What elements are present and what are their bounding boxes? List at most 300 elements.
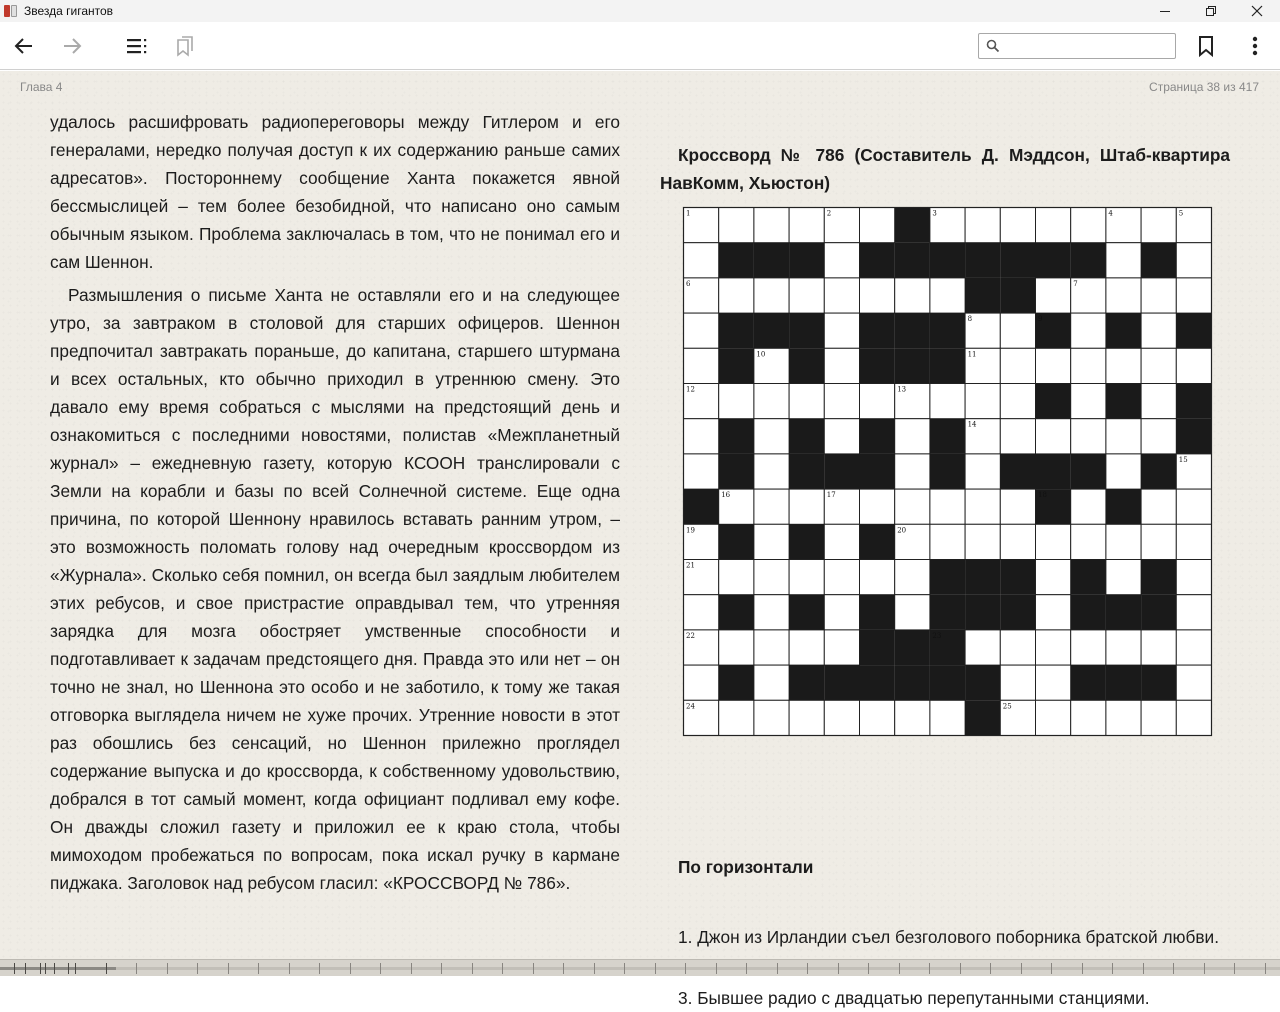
crossword-clue-number: 2: [826, 209, 832, 218]
crossword-cell: [684, 595, 719, 630]
crossword-cell: [1036, 278, 1071, 313]
progress-tick: [1234, 963, 1235, 974]
crossword-cell: [965, 489, 1000, 524]
search-field[interactable]: [978, 33, 1176, 59]
close-button[interactable]: [1234, 0, 1280, 22]
crossword-cell: [1141, 630, 1176, 665]
crossword-cell: [895, 454, 930, 489]
crossword-cell: [1106, 243, 1141, 278]
crossword-block: [1071, 665, 1106, 700]
progress-tick: [929, 963, 930, 974]
crossword-cell: [754, 560, 789, 595]
crossword-block: [860, 595, 895, 630]
crossword-cell: [789, 630, 824, 665]
crossword-block: [1141, 665, 1176, 700]
progress-tick: [75, 963, 76, 974]
crossword-cell: [1071, 313, 1106, 348]
arrow-left-icon: [14, 36, 34, 56]
clue-across-1: 1. Джон из Ирландии съел безголового поборника братской любви.: [678, 927, 1220, 947]
crossword-cell: [754, 595, 789, 630]
arrow-right-icon: [62, 36, 82, 56]
chapter-label: Глава 4: [20, 80, 63, 94]
crossword-clue-number: 20: [897, 526, 907, 535]
progress-tick: [1082, 963, 1083, 974]
crossword-cell: [1000, 419, 1035, 454]
bookmarks-list-icon: [174, 35, 196, 57]
crossword-block: [1000, 595, 1035, 630]
crossword-cell: [1071, 348, 1106, 383]
crossword-block: [860, 665, 895, 700]
clue-across-3: 3. Бывшее радио с двадцатью перепутанными станциями.: [678, 988, 1150, 1008]
crossword-cell: [1141, 489, 1176, 524]
crossword-block: [930, 313, 965, 348]
window-title: Звезда гигантов: [24, 4, 114, 18]
progress-tick: [746, 963, 747, 974]
crossword-cell: [930, 700, 965, 735]
crossword-cell: [1176, 489, 1211, 524]
crossword-cell: [1106, 524, 1141, 559]
crossword-cell: [1141, 524, 1176, 559]
crossword-cell: [824, 524, 859, 559]
crossword-cell: [1071, 384, 1106, 419]
crossword-cell: [754, 454, 789, 489]
progress-tick: [1204, 963, 1205, 974]
crossword-clue-number: 15: [1178, 455, 1188, 464]
crossword-block: [1000, 560, 1035, 595]
crossword-clue-number: 9: [1038, 315, 1043, 324]
crossword-block: [930, 348, 965, 383]
crossword-cell: [1106, 700, 1141, 735]
crossword-cell: [1176, 278, 1211, 313]
crossword-block: [1106, 384, 1141, 419]
right-page: [660, 141, 1230, 1008]
more-vertical-icon: [1252, 36, 1258, 56]
crossword-cell: [1106, 278, 1141, 313]
crossword-cell: [719, 630, 754, 665]
crossword-block: [930, 665, 965, 700]
crossword-block: [860, 348, 895, 383]
crossword-clue-number: 11: [967, 350, 977, 359]
crossword-cell: [1176, 630, 1211, 665]
progress-tick: [868, 963, 869, 974]
crossword-cell: [1141, 700, 1176, 735]
crossword-block: [1141, 595, 1176, 630]
crossword-cell: [895, 700, 930, 735]
crossword-cell: [1071, 700, 1106, 735]
crossword-cell: [1106, 454, 1141, 489]
contents-button[interactable]: [125, 34, 149, 58]
crossword-block: [1106, 665, 1141, 700]
crossword-block: [1036, 384, 1071, 419]
crossword-cell: [754, 208, 789, 243]
crossword-cell: [860, 384, 895, 419]
crossword-cell: [824, 278, 859, 313]
crossword-block: [1000, 278, 1035, 313]
window-title-bar: [0, 0, 1280, 22]
crossword-clue-number: 13: [897, 385, 907, 394]
crossword-clue-number: 19: [686, 526, 695, 535]
crossword-clue-number: 14: [967, 420, 977, 429]
crossword-cell: [789, 208, 824, 243]
crossword-cell: [1176, 348, 1211, 383]
across-heading: По горизонтали: [678, 857, 814, 877]
crossword-block: [965, 278, 1000, 313]
crossword-block: [965, 700, 1000, 735]
crossword-cell: [1176, 524, 1211, 559]
crossword-cell: [1036, 630, 1071, 665]
crossword-block: [1036, 243, 1071, 278]
crossword-clue-number: 6: [686, 279, 691, 288]
crossword-block: [1176, 313, 1211, 348]
progress-tick: [258, 963, 259, 974]
crossword-cell: [789, 700, 824, 735]
crossword-block: [860, 630, 895, 665]
bookmark-icon: [1196, 35, 1216, 57]
crossword-cell: [1141, 419, 1176, 454]
crossword-block: [965, 665, 1000, 700]
crossword-block: [789, 595, 824, 630]
crossword-block: [895, 313, 930, 348]
crossword-cell: [930, 278, 965, 313]
crossword-cell: [860, 489, 895, 524]
crossword-block: [1141, 560, 1176, 595]
search-icon: [986, 39, 1000, 53]
crossword-cell: [719, 384, 754, 419]
crossword-block: [719, 595, 754, 630]
crossword-block: [930, 419, 965, 454]
crossword-block: [824, 454, 859, 489]
crossword-block: [965, 560, 1000, 595]
crossword-block: [860, 524, 895, 559]
crossword-block: [860, 419, 895, 454]
crossword-cell: [1071, 630, 1106, 665]
crossword-cell: [1106, 560, 1141, 595]
progress-tick: [14, 963, 15, 974]
crossword-clue-number: 10: [756, 350, 766, 359]
crossword-cell: [930, 384, 965, 419]
crossword-clue-number: 4: [1108, 209, 1113, 218]
crossword-cell: [824, 419, 859, 454]
forward-button[interactable]: [60, 34, 84, 58]
crossword-cell: [1000, 313, 1035, 348]
progress-tick: [533, 963, 534, 974]
crossword-block: [719, 419, 754, 454]
crossword-cell: [895, 489, 930, 524]
crossword-cell: [1176, 665, 1211, 700]
crossword-clue-number: 25: [1002, 702, 1012, 711]
crossword-block: [754, 243, 789, 278]
crossword-block: [895, 208, 930, 243]
crossword-cell: [684, 665, 719, 700]
crossword-cell: [824, 348, 859, 383]
crossword-cell: [1000, 630, 1035, 665]
crossword-block: [895, 243, 930, 278]
crossword-cell: [684, 454, 719, 489]
bookmarks-list-button[interactable]: [173, 34, 197, 58]
progress-tick: [106, 963, 107, 974]
progress-tick: [716, 963, 717, 974]
crossword-block: [684, 489, 719, 524]
restore-button[interactable]: [1188, 0, 1234, 22]
progress-tick: [54, 963, 55, 974]
crossword-block: [930, 595, 965, 630]
app-book-icon: [4, 4, 18, 18]
crossword-cell: [1141, 278, 1176, 313]
restore-icon: [1205, 5, 1217, 17]
crossword-clue-number: 16: [721, 491, 731, 500]
crossword-cell: [719, 208, 754, 243]
crossword-cell: [965, 630, 1000, 665]
page-indicator: Страница 38 из 417: [1149, 80, 1259, 94]
crossword-cell: [965, 208, 1000, 243]
progress-tick: [624, 963, 625, 974]
crossword-block: [895, 348, 930, 383]
crossword-cell: [1141, 208, 1176, 243]
crossword-clue-number: 23: [932, 631, 942, 640]
crossword-block: [754, 313, 789, 348]
progress-tick: [136, 963, 137, 974]
crossword-cell: [1141, 348, 1176, 383]
crossword-block: [1176, 384, 1211, 419]
progress-tick: [380, 963, 381, 974]
crossword-clue-number: 7: [1073, 279, 1078, 288]
crossword-block: [1106, 595, 1141, 630]
progress-tick: [807, 963, 808, 974]
crossword-block: [789, 454, 824, 489]
crossword-cell: [754, 489, 789, 524]
crossword-cell: [824, 560, 859, 595]
progress-tick: [1021, 963, 1022, 974]
crossword-cell: [930, 489, 965, 524]
crossword-cell: [1000, 384, 1035, 419]
crossword-cell: [754, 524, 789, 559]
crossword-cell: [1036, 595, 1071, 630]
crossword-cell: [1071, 419, 1106, 454]
progress-tick: [1265, 963, 1266, 974]
progress-fill: [0, 967, 116, 970]
progress-tick: [45, 963, 46, 974]
crossword-block: [719, 454, 754, 489]
progress-tick: [960, 963, 961, 974]
crossword-clue-number: 22: [686, 631, 695, 640]
crossword-cell: [754, 665, 789, 700]
crossword-block: [1000, 454, 1035, 489]
crossword-cell: [1000, 489, 1035, 524]
crossword-block: [1071, 560, 1106, 595]
crossword-block: [1176, 419, 1211, 454]
crossword-block: [1071, 595, 1106, 630]
crossword-block: [789, 419, 824, 454]
progress-tick: [685, 963, 686, 974]
progress-tick: [197, 963, 198, 974]
crossword-cell: [1000, 208, 1035, 243]
crossword-cell: [1106, 630, 1141, 665]
close-icon: [1251, 5, 1263, 17]
progress-tick: [655, 963, 656, 974]
reading-area[interactable]: [0, 71, 1280, 1008]
crossword-block: [789, 524, 824, 559]
crossword-cell: [1036, 419, 1071, 454]
crossword-block: [930, 454, 965, 489]
minimize-icon: [1159, 5, 1171, 17]
crossword-block: [719, 665, 754, 700]
crossword-cell: [754, 419, 789, 454]
progress-tick: [563, 963, 564, 974]
progress-tick: [411, 963, 412, 974]
crossword-cell: [789, 560, 824, 595]
crossword-cell: [824, 630, 859, 665]
crossword-cell: [1106, 348, 1141, 383]
crossword-cell: [684, 313, 719, 348]
search-input[interactable]: [1004, 35, 1180, 57]
progress-tick: [167, 963, 168, 974]
crossword-cell: [1141, 384, 1176, 419]
crossword-cell: [754, 700, 789, 735]
crossword-block: [789, 313, 824, 348]
crossword-cell: [1176, 243, 1211, 278]
progress-tick: [1112, 963, 1113, 974]
crossword-cell: [824, 595, 859, 630]
crossword-block: [1071, 454, 1106, 489]
progress-track: [0, 967, 1280, 970]
progress-tick: [68, 963, 69, 974]
crossword-block: [1000, 243, 1035, 278]
crossword-block: [789, 665, 824, 700]
crossword-block: [930, 560, 965, 595]
progress-tick: [990, 963, 991, 974]
crossword-block: [719, 348, 754, 383]
reader-toolbar: [0, 22, 1280, 70]
crossword-cell: [895, 595, 930, 630]
crossword-block: [860, 243, 895, 278]
progress-tick: [1173, 963, 1174, 974]
progress-tick: [838, 963, 839, 974]
crossword-clue-number: 24: [686, 702, 695, 711]
crossword-cell: [789, 278, 824, 313]
table-of-contents-icon: [126, 36, 148, 56]
crossword-block: [965, 595, 1000, 630]
crossword-clue-number: 3: [932, 209, 937, 218]
minimize-button[interactable]: [1142, 0, 1188, 22]
crossword-clue-number: 12: [686, 385, 695, 394]
book-progress-bar[interactable]: [0, 959, 1280, 976]
crossword-grid: [683, 207, 1212, 736]
crossword-cell: [824, 700, 859, 735]
crossword-block: [1106, 489, 1141, 524]
crossword-cell: [789, 489, 824, 524]
crossword-cell: [1036, 665, 1071, 700]
crossword-cell: [1036, 348, 1071, 383]
crossword-cell: [930, 524, 965, 559]
crossword-clue-number: 8: [967, 315, 973, 324]
crossword-cell: [1036, 208, 1071, 243]
crossword-clue-number: 21: [686, 561, 695, 570]
crossword-cell: [1000, 524, 1035, 559]
progress-tick: [25, 963, 26, 974]
crossword-cell: [965, 384, 1000, 419]
crossword-cell: [754, 278, 789, 313]
progress-tick: [472, 963, 473, 974]
crossword-cell: [1176, 595, 1211, 630]
crossword-cell: [1176, 700, 1211, 735]
crossword-cell: [895, 419, 930, 454]
crossword-cell: [1141, 313, 1176, 348]
crossword-block: [789, 243, 824, 278]
crossword-cell: [1071, 489, 1106, 524]
crossword-block: [965, 243, 1000, 278]
crossword-cell: [719, 560, 754, 595]
crossword-cell: [1000, 348, 1035, 383]
progress-tick: [777, 963, 778, 974]
crossword-clue-number: 5: [1178, 209, 1184, 218]
progress-tick: [1143, 963, 1144, 974]
crossword-block: [719, 524, 754, 559]
progress-tick: [1051, 963, 1052, 974]
crossword-block: [824, 665, 859, 700]
progress-tick: [289, 963, 290, 974]
crossword-block: [789, 348, 824, 383]
progress-tick: [350, 963, 351, 974]
crossword-block: [1036, 454, 1071, 489]
crossword-block: [895, 665, 930, 700]
crossword-cell: [895, 560, 930, 595]
crossword-block: [719, 313, 754, 348]
crossword-cell: [1071, 524, 1106, 559]
crossword-block: [930, 243, 965, 278]
crossword-cell: [1000, 665, 1035, 700]
crossword-cell: [684, 243, 719, 278]
crossword-block: [860, 454, 895, 489]
crossword-block: [1071, 243, 1106, 278]
crossword-cell: [754, 384, 789, 419]
crossword-clue-number: 1: [686, 209, 691, 218]
crossword-title: Кроссворд № 786 (Составитель Д. Мэддсон, Штаб-квартира НавКомм, Хьюстон): [660, 145, 1230, 193]
crossword-block: [1141, 243, 1176, 278]
progress-tick: [502, 963, 503, 974]
crossword-cell: [754, 630, 789, 665]
crossword-cell: [965, 454, 1000, 489]
crossword-block: [895, 630, 930, 665]
add-bookmark-button[interactable]: [1194, 34, 1218, 58]
progress-tick: [319, 963, 320, 974]
crossword-block: [1141, 454, 1176, 489]
crossword-clue-number: 18: [1038, 491, 1047, 500]
left-page: [50, 108, 620, 902]
crossword-cell: [719, 700, 754, 735]
crossword-cell: [1036, 560, 1071, 595]
crossword-cell: [860, 560, 895, 595]
crossword-cell: [824, 313, 859, 348]
back-button[interactable]: [12, 34, 36, 58]
progress-tick: [441, 963, 442, 974]
crossword-cell: [789, 384, 824, 419]
progress-tick: [228, 963, 229, 974]
crossword-clue-number: 17: [826, 491, 836, 500]
crossword-cell: [824, 243, 859, 278]
crossword-cell: [895, 278, 930, 313]
progress-tick: [594, 963, 595, 974]
crossword-cell: [684, 348, 719, 383]
crossword-cell: [965, 524, 1000, 559]
crossword-cell: [860, 208, 895, 243]
paragraph: удалось расшифровать радиопереговоры между Гитлером и его генералами, нередко получая доступ к их содержанию раньше самих адресатов». Постороннему сообщение Ханта покажется явной бессмыслицей – тем более безобидной, что написано оно самым обычным языком. Проблема заключалась в том, что не понимал его и сам Шеннон.: [50, 112, 620, 272]
crossword-cell: [824, 384, 859, 419]
crossword-cell: [860, 278, 895, 313]
crossword-cell: [1036, 700, 1071, 735]
progress-tick: [40, 963, 41, 974]
more-menu-button[interactable]: [1243, 34, 1267, 58]
crossword-block: [860, 313, 895, 348]
